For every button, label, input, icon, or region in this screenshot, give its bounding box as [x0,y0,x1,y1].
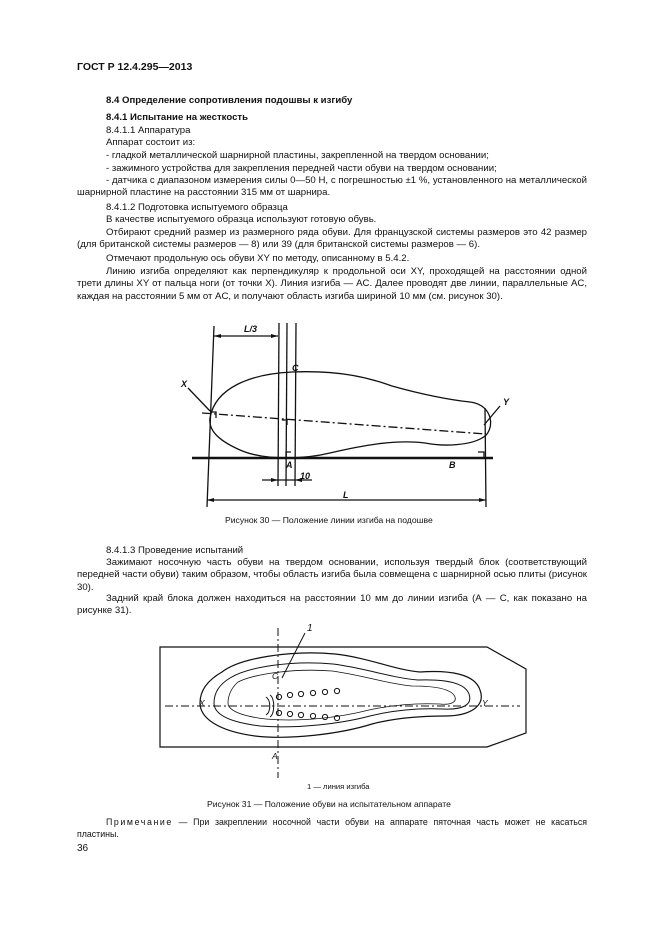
note-label: Примечание [106,817,173,827]
label-b: B [449,460,456,470]
figure-31-caption: Рисунок 31 — Положение обуви на испытательном аппарате [207,799,451,809]
prep-title: 8.4.1.2 Подготовка испытуемого образца [106,202,288,213]
figure-31-legend: 1 — линия изгиба [307,782,370,791]
label-l: L [343,490,349,500]
label-a: A [286,460,293,470]
test-paragraph-1: Зажимают носочную часть обуви на твердом основании, используя твердый блок (соответствующий передней части обуви) таким образом, чтобы область изгиба была совмещена с шарнирной осью плиты (рисунок 30). [77,557,587,593]
prep-paragraph-2: Отбирают средний размер из размерного ряда обуви. Для французской системы размеров это 42 размер (для британской системы размеров — 8) или 39 (для британской системы размеров — 6). [77,227,587,251]
apparatus-item-2: - зажимного устройства для закрепления передней части обуви на твердом основании; [106,163,497,174]
figure-30-caption: Рисунок 30 — Положение линии изгиба на подошве [225,515,433,525]
label-ten: 10 [300,471,311,481]
prep-paragraph-1: В качестве испытуемого образца используют готовую обувь. [106,214,377,225]
section-heading: 8.4 Определение сопротивления подошвы к изгибу [106,95,353,106]
prep-paragraph-3: Отмечают продольную ось обуви XY по методу, описанному в 5.4.2. [106,253,410,264]
prep-paragraph-4: Линию изгиба определяют как перпендикуляр к продольной оси XY, проходящей на расстоянии одной трети длины XY от пальца ноги (от точки X). Линия изгиба — AC. Далее проводят две линии, параллельные AC, каждая на расстоянии 5 мм от AC, и получают область изгиба шириной 10 мм (см. рисунок 30). [77,266,587,302]
page-number: 36 [77,843,89,854]
apparatus-item-1: - гладкой металлической шарнирной пластины, закрепленной на твердом основании; [106,150,489,161]
figure-31-label-c: C [272,671,279,681]
figure-31-label-a: A [272,751,278,761]
figure-30-diagram [0,318,661,498]
apparatus-title: 8.4.1.1 Аппаратура [106,125,191,136]
figure-31-label-one: 1 [307,623,313,634]
standard-header: ГОСТ Р 12.4.295—2013 [77,61,193,73]
label-x: X [181,379,188,389]
figure-31-label-y: Y [482,698,488,708]
label-l-third: L/3 [244,324,258,334]
figure-31-label-x: X [199,698,205,708]
apparatus-item-3: - датчика с диапазоном измерения силы 0—50 Н, с погрешностью ±1 %, установленного на металлической шарнирной пластине на расстоянии 315 мм от шарнира. [77,175,587,199]
apparatus-intro: Аппарат состоит из: [106,137,196,148]
sub-heading: 8.4.1 Испытание на жесткость [106,112,249,123]
note [77,816,587,841]
figure-31-diagram [0,618,661,768]
label-y: Y [503,397,510,407]
test-paragraph-2: Задний край блока должен находиться на расстоянии 10 мм до линии изгиба (А — С, как показано на рисунке 31). [77,593,587,617]
test-title: 8.4.1.3 Проведение испытаний [106,545,244,556]
label-c: C [292,363,299,373]
note-text: — При закреплении носочной части обуви на аппарате пяточная часть может не касаться пластины. [77,817,587,840]
